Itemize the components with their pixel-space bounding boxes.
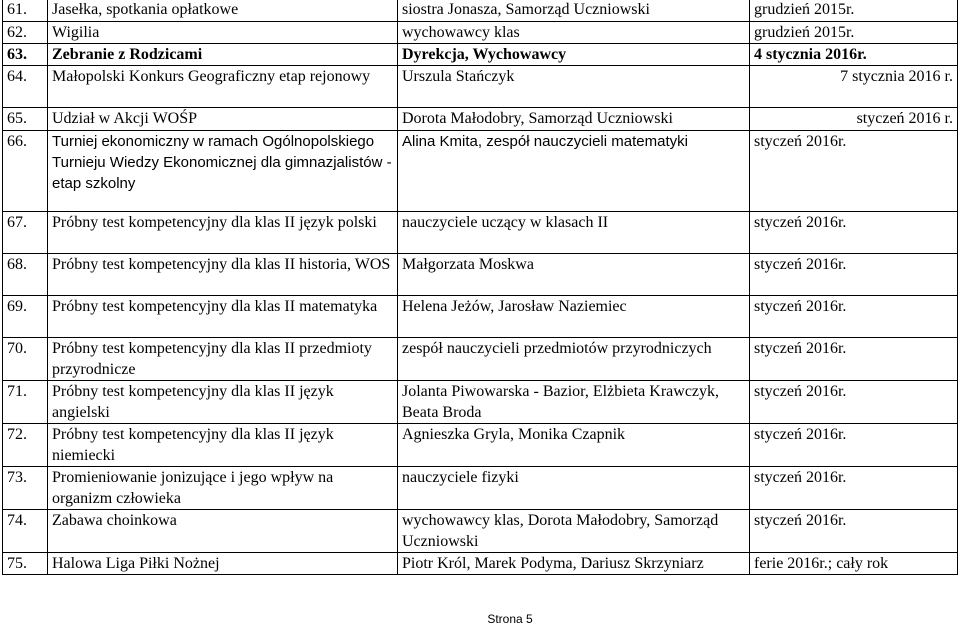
row-number: 75. [3, 553, 48, 575]
event-cell: Próbny test kompetencyjny dla klas II język niemiecki [48, 424, 398, 467]
responsible-cell: Helena Jeżów, Jarosław Naziemiec [398, 296, 750, 338]
table-row [3, 66, 958, 108]
responsible-cell: Alina Kmita, zespół nauczycieli matematyki [398, 131, 750, 212]
event-cell: Turniej ekonomiczny w ramach Ogólnopolskiego Turnieju Wiedzy Ekonomicznej dla gimnazjalistów - etap szkolny [48, 131, 398, 212]
event-cell: Małopolski Konkurs Geograficzny etap rejonowy [48, 66, 398, 108]
row-number: 71. [3, 381, 48, 424]
event-cell: Halowa Liga Piłki Nożnej [48, 553, 398, 575]
date-cell: styczeń 2016r. [750, 131, 958, 212]
table-row [3, 424, 958, 467]
date-cell: styczeń 2016r. [750, 212, 958, 254]
responsible-cell: siostra Jonasza, Samorząd Uczniowski [398, 0, 750, 22]
table-row [3, 0, 958, 22]
date-cell: styczeń 2016r. [750, 338, 958, 381]
responsible-cell: Jolanta Piwowarska - Bazior, Elżbieta Krawczyk, Beata Broda [398, 381, 750, 424]
event-cell: Próbny test kompetencyjny dla klas II matematyka [48, 296, 398, 338]
row-number: 61. [3, 0, 48, 22]
row-number: 68. [3, 254, 48, 296]
responsible-cell: zespół nauczycieli przedmiotów przyrodniczych [398, 338, 750, 381]
event-cell: Próbny test kompetencyjny dla klas II język polski [48, 212, 398, 254]
responsible-cell: nauczyciele fizyki [398, 467, 750, 510]
table-row [3, 553, 958, 575]
row-number: 70. [3, 338, 48, 381]
schedule-table [2, 0, 958, 575]
table-row [3, 338, 958, 381]
date-cell: styczeń 2016 r. [750, 108, 958, 131]
table-row [3, 108, 958, 131]
date-cell: 7 stycznia 2016 r. [750, 66, 958, 108]
row-number: 72. [3, 424, 48, 467]
date-cell: styczeń 2016r. [750, 467, 958, 510]
row-number: 67. [3, 212, 48, 254]
responsible-cell: Małgorzata Moskwa [398, 254, 750, 296]
table-row [3, 467, 958, 510]
event-cell: Promieniowanie jonizujące i jego wpływ na organizm człowieka [48, 467, 398, 510]
date-cell: ferie 2016r.; cały rok [750, 553, 958, 575]
responsible-cell: Urszula Stańczyk [398, 66, 750, 108]
responsible-cell: Dorota Małodobry, Samorząd Uczniowski [398, 108, 750, 131]
responsible-cell: Agnieszka Gryla, Monika Czapnik [398, 424, 750, 467]
date-cell: grudzień 2015r. [750, 0, 958, 22]
event-cell: Zebranie z Rodzicami [48, 44, 398, 66]
responsible-cell: wychowawcy klas [398, 22, 750, 44]
row-number: 65. [3, 108, 48, 131]
responsible-cell: nauczyciele uczący w klasach II [398, 212, 750, 254]
event-cell: Wigilia [48, 22, 398, 44]
date-cell: styczeń 2016r. [750, 424, 958, 467]
date-cell: styczeń 2016r. [750, 254, 958, 296]
responsible-cell: wychowawcy klas, Dorota Małodobry, Samorząd Uczniowski [398, 510, 750, 553]
row-number: 63. [3, 44, 48, 66]
row-number: 64. [3, 66, 48, 108]
table-row [3, 381, 958, 424]
date-cell: grudzień 2015r. [750, 22, 958, 44]
row-number: 62. [3, 22, 48, 44]
table-row [3, 510, 958, 553]
responsible-cell: Dyrekcja, Wychowawcy [398, 44, 750, 66]
page-number-footer: Strona 5 [487, 612, 533, 626]
date-cell: styczeń 2016r. [750, 296, 958, 338]
event-cell: Próbny test kompetencyjny dla klas II język angielski [48, 381, 398, 424]
table-row [3, 131, 958, 212]
event-cell: Próbny test kompetencyjny dla klas II historia, WOS [48, 254, 398, 296]
event-cell: Jasełka, spotkania opłatkowe [48, 0, 398, 22]
date-cell: styczeń 2016r. [750, 381, 958, 424]
table-row [3, 212, 958, 254]
event-cell: Próbny test kompetencyjny dla klas II przedmioty przyrodnicze [48, 338, 398, 381]
row-number: 66. [3, 131, 48, 212]
row-number: 74. [3, 510, 48, 553]
row-number: 73. [3, 467, 48, 510]
table-row [3, 254, 958, 296]
table-row [3, 296, 958, 338]
row-number: 69. [3, 296, 48, 338]
event-cell: Zabawa choinkowa [48, 510, 398, 553]
date-cell: styczeń 2016r. [750, 510, 958, 553]
date-cell: 4 stycznia 2016r. [750, 44, 958, 66]
table-row [3, 22, 958, 44]
responsible-cell: Piotr Król, Marek Podyma, Dariusz Skrzyniarz [398, 553, 750, 575]
table-row [3, 44, 958, 66]
event-cell: Udział w Akcji WOŚP [48, 108, 398, 131]
